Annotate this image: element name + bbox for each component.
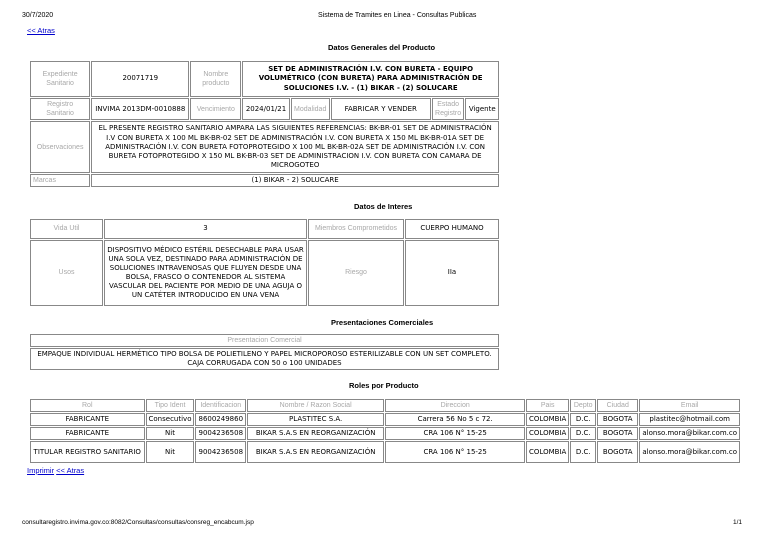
- estado-value: Vigente: [465, 98, 499, 120]
- vida-util-value: 3: [104, 219, 307, 239]
- cell-rol: FABRICANTE: [30, 427, 145, 440]
- cell-email: plastitec@hotmail.com: [639, 413, 740, 426]
- page-header-title: Sistema de Tramites en Linea - Consultas Publicas: [318, 12, 477, 19]
- col-depto: Depto: [570, 399, 596, 412]
- modalidad-value: FABRICAR Y VENDER: [331, 98, 431, 120]
- cell-identificacion: 9004236508: [195, 427, 246, 440]
- cell-direccion: CRA 106 N° 15-25: [385, 441, 525, 463]
- estado-label: Estado Registro: [432, 98, 465, 120]
- cell-nombre: BIKAR S.A.S EN REORGANIZACIÓN: [247, 427, 384, 440]
- col-email: Email: [639, 399, 740, 412]
- footer-url: consultaregistro.invima.gov.co:8082/Consultas/consultas/consreg_encabcum.jsp: [22, 519, 254, 526]
- back-link-bottom[interactable]: << Atras: [56, 466, 85, 475]
- usos-label: Usos: [30, 240, 103, 306]
- cell-email: alonso.mora@bikar.com.co: [639, 441, 740, 463]
- vida-util-label: Vida Util: [30, 219, 103, 239]
- nombre-label: Nombre producto: [190, 61, 241, 97]
- cell-rol: FABRICANTE: [30, 413, 145, 426]
- cell-tipo-ident: Nit: [146, 441, 195, 463]
- footer-page-number: 1/1: [733, 519, 743, 526]
- col-direccion: Direccion: [385, 399, 525, 412]
- roles-table: [29, 398, 741, 464]
- cell-pais: COLOMBIA: [526, 427, 569, 440]
- general-table: [29, 60, 500, 188]
- cell-nombre: PLASTITEC S.A.: [247, 413, 384, 426]
- nombre-value: SET DE ADMINISTRACIÓN I.V. CON BURETA - EQUIPO VOLUMÉTRICO (CON BURETA) PARA ADMINISTRACIÓN DE SOLUCIONES I.V. - (1) BIKAR - (2) SOLUCARE: [242, 61, 499, 97]
- cell-direccion: Carrera 56 No 5 c 72.: [385, 413, 525, 426]
- section-title-interes: Datos de Interes: [354, 202, 413, 211]
- vencimiento-value: 2024/01/21: [242, 98, 289, 120]
- table-row: [30, 413, 740, 426]
- col-pais: Pais: [526, 399, 569, 412]
- col-identificacion: Identificacion: [195, 399, 246, 412]
- vencimiento-label: Vencimiento: [190, 98, 241, 120]
- riesgo-value: IIa: [405, 240, 499, 306]
- registro-label: Registro Sanitario: [30, 98, 90, 120]
- cell-email: alonso.mora@bikar.com.co: [639, 427, 740, 440]
- modalidad-label: Modalidad: [291, 98, 330, 120]
- miembros-label: Miembros Comprometidos: [308, 219, 404, 239]
- section-title-presentaciones: Presentaciones Comerciales: [331, 318, 434, 327]
- section-title-general: Datos Generales del Producto: [328, 43, 436, 52]
- usos-value: DISPOSITIVO MÉDICO ESTÉRIL DESECHABLE PARA USAR UNA SOLA VEZ, DESTINADO PARA ADMINISTRACIÓN DE SOLUCIONES INTRAVENOSAS QUE FLUYEN DESDE UNA BOLSA, FRASCO O CONTENEDOR AL SISTEMA VASCULAR DEL PACIENTE POR MEDIO DE UNA AGUJA O UN CATÉTER INTRODUCIDO EN UNA VENA: [104, 240, 307, 306]
- col-ciudad: Ciudad: [597, 399, 638, 412]
- cell-tipo-ident: Consecutivo: [146, 413, 195, 426]
- presentacion-value: EMPAQUE INDIVIDUAL HERMÉTICO TIPO BOLSA DE POLIETILENO Y PAPEL MICROPOROSO ESTERILIZABLE CON UN SET COMPLETO. CAJA CORRUGADA CON 50 o 100 UNIDADES: [30, 348, 499, 370]
- table-row: [30, 427, 740, 440]
- riesgo-label: Riesgo: [308, 240, 404, 306]
- presentacion-header: Presentacion Comercial: [30, 334, 499, 347]
- cell-direccion: CRA 106 N° 15-25: [385, 427, 525, 440]
- cell-depto: D.C.: [570, 427, 596, 440]
- observaciones-label: Observaciones: [30, 121, 90, 173]
- expediente-label: Expediente Sanitario: [30, 61, 90, 97]
- cell-identificacion: 9004236508: [195, 441, 246, 463]
- miembros-value: CUERPO HUMANO: [405, 219, 499, 239]
- col-rol: Rol: [30, 399, 145, 412]
- cell-nombre: BIKAR S.A.S EN REORGANIZACIÓN: [247, 441, 384, 463]
- cell-rol: TITULAR REGISTRO SANITARIO: [30, 441, 145, 463]
- cell-tipo-ident: Nit: [146, 427, 195, 440]
- observaciones-value: EL PRESENTE REGISTRO SANITARIO AMPARA LAS SIGUIENTES REFERENCIAS: BK-BR-01 SET DE ADMINISTRACIÓN I.V CON BURETA X 100 ML BK-BR-02 SET DE ADMINISTRACIÓN I.V. CON BURETA X 150 ML BK-BR-01A SET DE ADMINISTRACIÓN I.V. CON BURETA FOTOPROTEGIDO X 100 ML BK-BR-02A SET DE ADMINISTRACIÓN I.V. CON BURETA FOTOPROTEGIDO X 150 ML BK-BR-03 SET DE ADMINISTRACION I.V. CON BURETA CON CAMARA DE MICROGOTEO: [91, 121, 499, 173]
- cell-pais: COLOMBIA: [526, 413, 569, 426]
- marcas-value: (1) BIKAR - 2) SOLUCARE: [91, 174, 499, 187]
- presentaciones-table: [29, 333, 500, 371]
- cell-depto: D.C.: [570, 413, 596, 426]
- bottom-links: [27, 466, 84, 475]
- col-nombre: Nombre / Razon Social: [247, 399, 384, 412]
- cell-ciudad: BOGOTA: [597, 413, 638, 426]
- interes-table: [29, 218, 500, 307]
- cell-ciudad: BOGOTA: [597, 441, 638, 463]
- cell-ciudad: BOGOTA: [597, 427, 638, 440]
- back-link-top[interactable]: << Atras: [27, 26, 55, 35]
- cell-pais: COLOMBIA: [526, 441, 569, 463]
- marcas-label: Marcas: [30, 174, 90, 187]
- print-link[interactable]: Imprimir: [27, 466, 55, 475]
- cell-depto: D.C.: [570, 441, 596, 463]
- registro-value: INVIMA 2013DM-0010888: [91, 98, 189, 120]
- expediente-value: 20071719: [91, 61, 189, 97]
- cell-identificacion: 8600249860: [195, 413, 246, 426]
- table-row: [30, 441, 740, 463]
- section-title-roles: Roles por Producto: [349, 381, 419, 390]
- col-tipo-ident: Tipo Ident: [146, 399, 195, 412]
- print-date: 30/7/2020: [22, 12, 54, 19]
